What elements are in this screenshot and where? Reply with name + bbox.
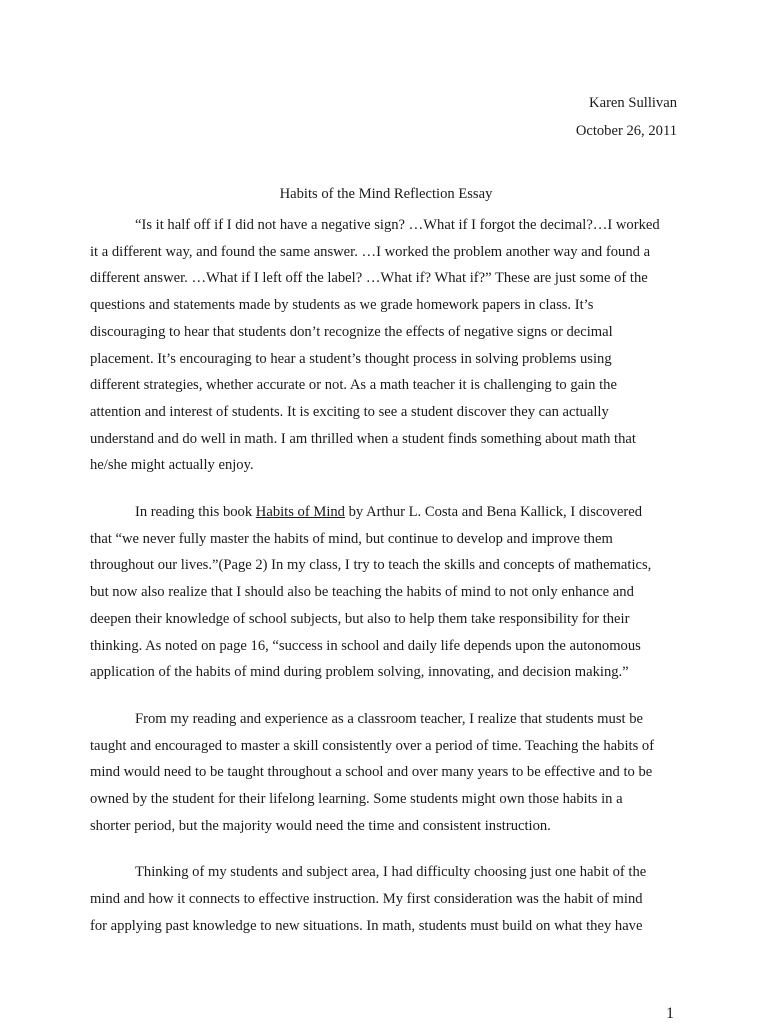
paragraph-line: that “we never fully master the habits of mind, but continue to develop and improve them bbox=[90, 530, 613, 547]
paragraph-line: owned by the student for their lifelong learning. Some students might own those habits in a bbox=[90, 791, 623, 808]
paragraph-line: discouraging to hear that students don’t recognize the effects of negative signs or decimal bbox=[90, 323, 613, 340]
paragraph-1 bbox=[90, 212, 682, 479]
paragraph-line: different answer. …What if I left off the label? …What if? What if?” These are just some of the bbox=[90, 270, 648, 287]
page-number: 1 bbox=[666, 1005, 674, 1022]
paragraph-line: shorter period, but the majority would need the time and consistent instruction. bbox=[90, 817, 551, 834]
paragraph-line: From my reading and experience as a classroom teacher, I realize that students must be bbox=[135, 710, 643, 727]
paragraph-line: questions and statements made by students as we grade homework papers in class. It’s bbox=[90, 297, 594, 314]
line-text: In reading this book bbox=[135, 504, 256, 521]
paragraph-line: taught and encouraged to master a skill consistently over a period of time. Teaching the habits of bbox=[90, 737, 655, 754]
paragraph-line: mind would need to be taught throughout a school and over many years to be effective and to be bbox=[90, 764, 653, 781]
paragraph-line: different strategies, whether accurate or not. As a math teacher it is challenging to gain the bbox=[90, 377, 617, 394]
author-name: Karen Sullivan bbox=[589, 95, 677, 111]
paragraph-4 bbox=[90, 859, 682, 939]
paragraph-line: attention and interest of students. It is exciting to see a student discover they can actually bbox=[90, 403, 609, 420]
paragraph-line: thinking. As noted on page 16, “success in school and daily life depends upon the autonomous bbox=[90, 637, 641, 654]
paragraph-line: for applying past knowledge to new situations. In math, students must build on what they have bbox=[90, 917, 643, 934]
paragraph-line: application of the habits of mind during problem solving, innovating, and decision making.” bbox=[90, 664, 629, 681]
document-date: October 26, 2011 bbox=[575, 123, 677, 139]
paragraph-line: but now also realize that I should also be teaching the habits of mind to not only enhance and bbox=[90, 584, 634, 601]
paragraph-line bbox=[90, 499, 682, 526]
book-title: Habits of Mind bbox=[255, 504, 345, 521]
paragraph-3 bbox=[90, 706, 682, 840]
paragraph-line: mind and how it connects to effective instruction. My first consideration was the habit of mind bbox=[90, 891, 643, 908]
paragraph-line: deepen their knowledge of school subjects, but also to help them take responsibility for their bbox=[90, 610, 630, 627]
paragraph-line: throughout our lives.”(Page 2) In my class, I try to teach the skills and concepts of mathematics, bbox=[90, 557, 652, 574]
paragraph-line: placement. It’s encouraging to hear a student’s thought process in solving problems using bbox=[90, 350, 612, 367]
paragraph-line: it a different way, and found the same answer. …I worked the problem another way and found a bbox=[90, 243, 651, 260]
paragraph-line: he/she might actually enjoy. bbox=[90, 457, 254, 474]
paragraph-line: “Is it half off if I did not have a negative sign? …What if I forgot the decimal?…I worked bbox=[135, 217, 660, 233]
paragraph-2 bbox=[90, 499, 682, 686]
essay-title: Habits of the Mind Reflection Essay bbox=[279, 186, 493, 202]
line-text: by Arthur L. Costa and Bena Kallick, I discovered bbox=[344, 504, 643, 521]
paragraph-line: Thinking of my students and subject area, I had difficulty choosing just one habit of the bbox=[135, 864, 647, 881]
paragraph-line: understand and do well in math. I am thrilled when a student finds something about math that bbox=[90, 430, 636, 447]
essay-body bbox=[90, 212, 682, 960]
